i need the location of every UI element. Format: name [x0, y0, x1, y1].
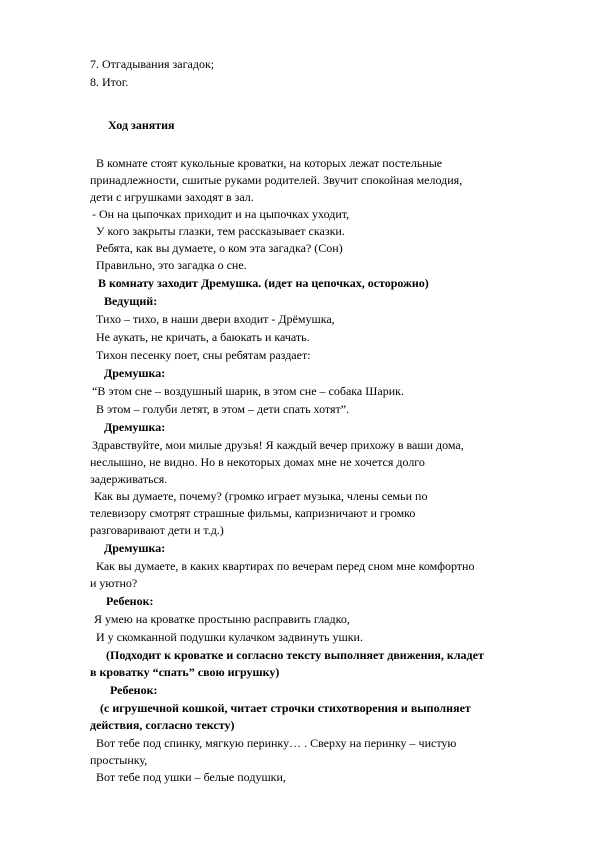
- text-line: Ребята, как вы думаете, о ком эта загадка? (Сон): [96, 241, 343, 255]
- text-line: Тихо – тихо, в наши двери входит - Дрёмушка,: [96, 312, 335, 326]
- text-line: телевизору смотрят страшные фильмы, капризничают и громко: [90, 506, 416, 520]
- list-item: 8. Итог.: [90, 75, 129, 89]
- text-line: принадлежности, сшитые руками родителей. Звучит спокойная мелодия,: [90, 173, 463, 187]
- text-line: В комнате стоят кукольные кроватки, на которых лежат постельные: [96, 156, 443, 170]
- speaker-label: Дремушка:: [104, 420, 166, 434]
- text-line: “В этом сне – воздушный шарик, в этом сне – собака Шарик.: [92, 384, 404, 398]
- text-line: Как вы думаете, почему? (громко играет музыка, члены семьи по: [94, 489, 428, 503]
- text-line: Я умею на кроватке простыню расправить гладко,: [94, 612, 350, 626]
- text-line: Тихон песенку поет, сны ребятам раздает:: [96, 348, 311, 362]
- text-line: и уютно?: [90, 576, 138, 590]
- text-line: Вот тебе под ушки – белые подушки,: [96, 770, 286, 784]
- text-line: - Он на цыпочках приходит и на цыпочках уходит,: [92, 207, 350, 221]
- text-line: Вот тебе под спинку, мягкую перинку… . Сверху на перинку – чистую: [96, 736, 457, 750]
- speaker-label: Ребенок:: [106, 594, 154, 608]
- speaker-label: Ведущий:: [104, 294, 158, 308]
- stage-direction: (с игрушечной кошкой, читает строчки стихотворения и выполняет: [100, 701, 471, 715]
- text-line: Здравствуйте, мои милые друзья! Я каждый вечер прихожу в ваши дома,: [92, 438, 464, 452]
- text-line: неслышно, не видно. Но в некоторых домах мне не хочется долго: [90, 455, 425, 469]
- stage-direction: (Подходит к кроватке и согласно тексту выполняет движения, кладет: [106, 648, 484, 662]
- section-heading: Ход занятия: [108, 118, 175, 132]
- speaker-label: Ребенок:: [110, 683, 158, 697]
- stage-direction: В комнату заходит Дремушка. (идет на цепочках, осторожно): [98, 276, 429, 290]
- speaker-label: Дремушка:: [104, 366, 166, 380]
- list-item: 7. Отгадывания загадок;: [90, 57, 215, 71]
- stage-direction: действия, согласно тексту): [90, 718, 235, 732]
- text-line: Как вы думаете, в каких квартирах по вечерам перед сном мне комфортно: [96, 559, 475, 573]
- text-line: Не аукать, не кричать, а баюкать и качать.: [96, 330, 310, 344]
- speaker-label: Дремушка:: [104, 541, 166, 555]
- text-line: разговаривают дети и т.д.): [90, 523, 224, 537]
- text-line: дети с игрушками заходят в зал.: [90, 190, 254, 204]
- text-line: задерживаться.: [90, 472, 168, 486]
- stage-direction: в кроватку “спать” свою игрушку): [90, 665, 280, 679]
- text-line: И у скомканной подушки кулачком задвинуть ушки.: [96, 630, 363, 644]
- text-line: В этом – голуби летят, в этом – дети спать хотят”.: [96, 402, 350, 416]
- text-line: Правильно, это загадка о сне.: [96, 258, 247, 272]
- text-line: простынку,: [90, 753, 148, 767]
- text-line: У кого закрыты глазки, тем рассказывает сказки.: [96, 224, 345, 238]
